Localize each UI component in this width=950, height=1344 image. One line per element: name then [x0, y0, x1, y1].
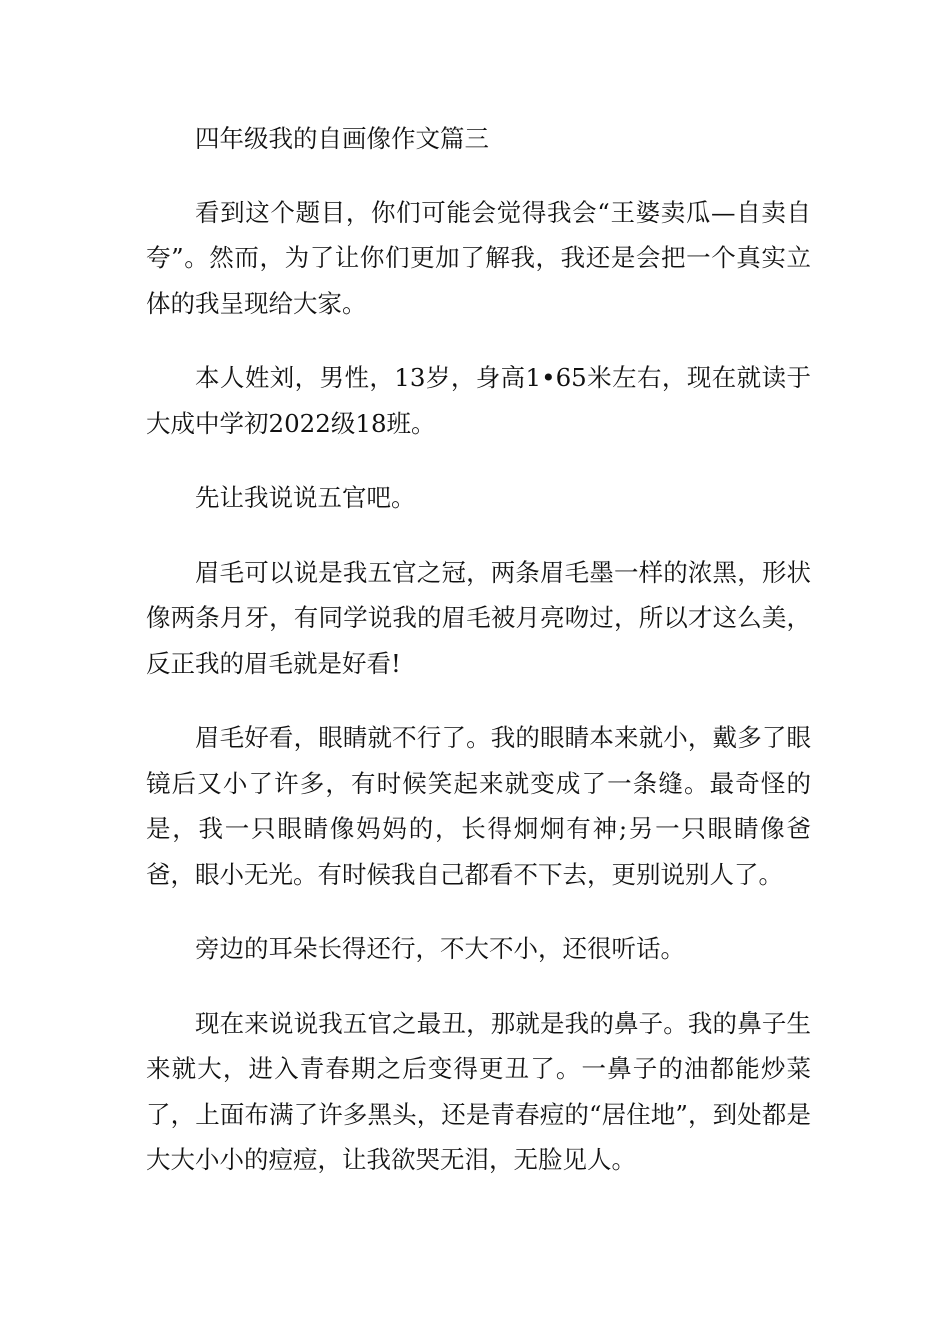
paragraph: 眉毛好看，眼睛就不行了。我的眼睛本来就小，戴多了眼镜后又小了许多，有时候笑起来就变成了一条缝。最奇怪的是，我一只眼睛像妈妈的，长得炯炯有神;另一只眼睛像爸爸，眼小无光。有时候我自己都看不下去，更别说别人了。: [146, 723, 811, 889]
paragraph: 看到这个题目，你们可能会觉得我会“王婆卖瓜—自卖自夸”。然而，为了让你们更加了解我，我还是会把一个真实立体的我呈现给大家。: [146, 197, 811, 318]
document-body: [146, 116, 811, 1212]
paragraph: 先让我说说五官吧。: [195, 483, 416, 512]
paragraph: 旁边的耳朵长得还行，不大不小，还很听话。: [195, 934, 685, 963]
paragraph: 现在来说说我五官之最丑，那就是我的鼻子。我的鼻子生来就大，进入青春期之后变得更丑了。一鼻子的油都能炒菜了，上面布满了许多黑头，还是青春痘的“居住地”，到处都是大大小小的痘痘，让我欲哭无泪，无脸见人。: [146, 1008, 811, 1174]
paragraph: 本人姓刘，男性，13岁，身高1•65米左右，现在就读于大成中学初2022级18班。: [146, 363, 811, 438]
essay-title: 四年级我的自画像作文篇三: [195, 124, 489, 153]
paragraph: 眉毛可以说是我五官之冠，两条眉毛墨一样的浓黑，形状像两条月牙，有同学说我的眉毛被月亮吻过，所以才这么美，反正我的眉毛就是好看!: [146, 557, 811, 678]
